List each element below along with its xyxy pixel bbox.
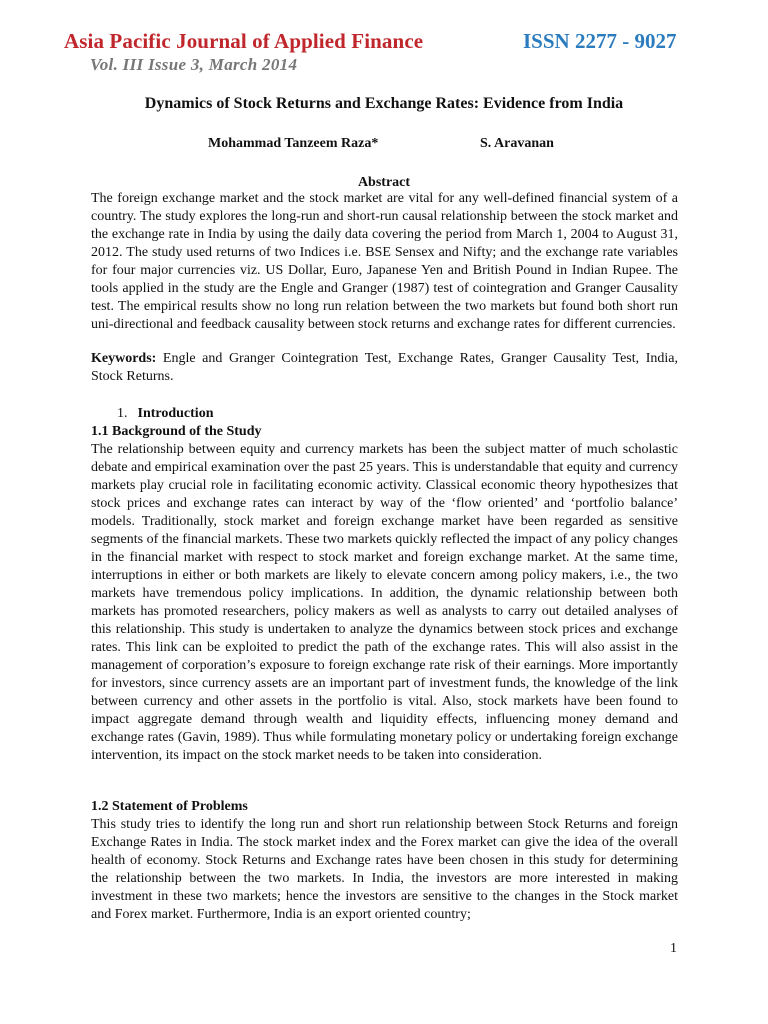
author-first: Mohammad Tanzeem Raza* — [208, 136, 379, 151]
author-second: S. Aravanan — [480, 136, 554, 151]
subsection-problems-heading: 1.2 Statement of Problems — [91, 799, 248, 814]
section-title: Introduction — [137, 406, 214, 421]
page-number: 1 — [670, 941, 677, 956]
abstract-heading: Abstract — [357, 175, 411, 190]
subsection-background-heading: 1.1 Background of the Study — [91, 424, 262, 439]
keywords-label: Keywords: — [91, 351, 157, 366]
journal-volume: Vol. III Issue 3, March 2014 — [90, 55, 298, 74]
keywords-text: Engle and Granger Cointegration Test, Exchange Rates, Granger Causality Test, India, Stock Returns. — [91, 351, 678, 384]
journal-name: Asia Pacific Journal of Applied Finance — [64, 29, 424, 53]
section-number: 1. — [117, 406, 128, 421]
problems-body: This study tries to identify the long run and short run relationship between Stock Returns and foreign Exchange Rates in India. The stock market index and the Forex market can give the idea of the overall health of economy. Stock Returns and Exchange rates have been chosen in this study for determining the relationship between the two markets. In India, the investors are more interested in making investment in these two markets; hence the investors are sensitive to the changes in the Stock market and Forex market. Furthermore, India is an export oriented country; — [91, 817, 678, 922]
background-body: The relationship between equity and currency markets has been the subject matter of much scholastic debate and empirical examination over the past 25 years. This is understandable that equity and currency markets play crucial role in facilitating economic activity. Classical economic theory hypothesizes that stock prices and exchange rates can interact by way of the ‘flow oriented’ and ‘portfolio balance’ models. Traditionally, stock market and foreign exchange market have been regarded as sensitive segments of the financial markets. These two markets quickly reflected the impact of any policy changes in the financial market with respect to stock market and foreign exchange market. At the same time, interruptions in either or both markets are likely to elevate concern among policy makers, i.e., the two markets have tremendous policy implications. In addition, the dynamic relationship between both markets has promoted researchers, policy makers as well as analysts to carry out detailed analyses of this relationship. This study is undertaken to analyze the dynamics between stock prices and exchange rates. This link can be exploited to predict the path of the exchange rates. This will also assist in the management of corporation’s exposure to foreign exchange rate risk of their earnings. More importantly for investors, since currency assets are an important part of investment funds, the knowledge of the link between currency and other assets in the portfolio is vital. Also, stock markets have been found to impact aggregate demand through wealth and liquidity effects, influencing money demand and exchange rates (Gavin, 1989). Thus while formulating monetary policy or undertaking foreign exchange intervention, its impact on the stock market needs to be taken into consideration. — [91, 442, 678, 763]
journal-issn: ISSN 2277 - 9027 — [523, 29, 677, 53]
keywords-paragraph — [91, 350, 678, 386]
abstract-body: The foreign exchange market and the stock market are vital for any well-defined financial system of a country. The study explores the long-run and short-run causal relationship between the stock market and the exchange rate in India by using the daily data covering the period from March 1, 2004 to August 31, 2012. The study used returns of two Indices i.e. BSE Sensex and Nifty; and the exchange rate variables for four major currencies viz. US Dollar, Euro, Japanese Yen and British Pound in Indian Rupee. The tools applied in the study are the Engle and Granger (1987) test of cointegration and Granger Causality test. The empirical results show no long run relation between the two markets but found both short run uni-directional and feedback causality between stock returns and exchange rates for different currencies. — [91, 191, 678, 332]
paper-title: Dynamics of Stock Returns and Exchange Rates: Evidence from India — [144, 95, 624, 112]
section-introduction-heading — [117, 405, 213, 423]
